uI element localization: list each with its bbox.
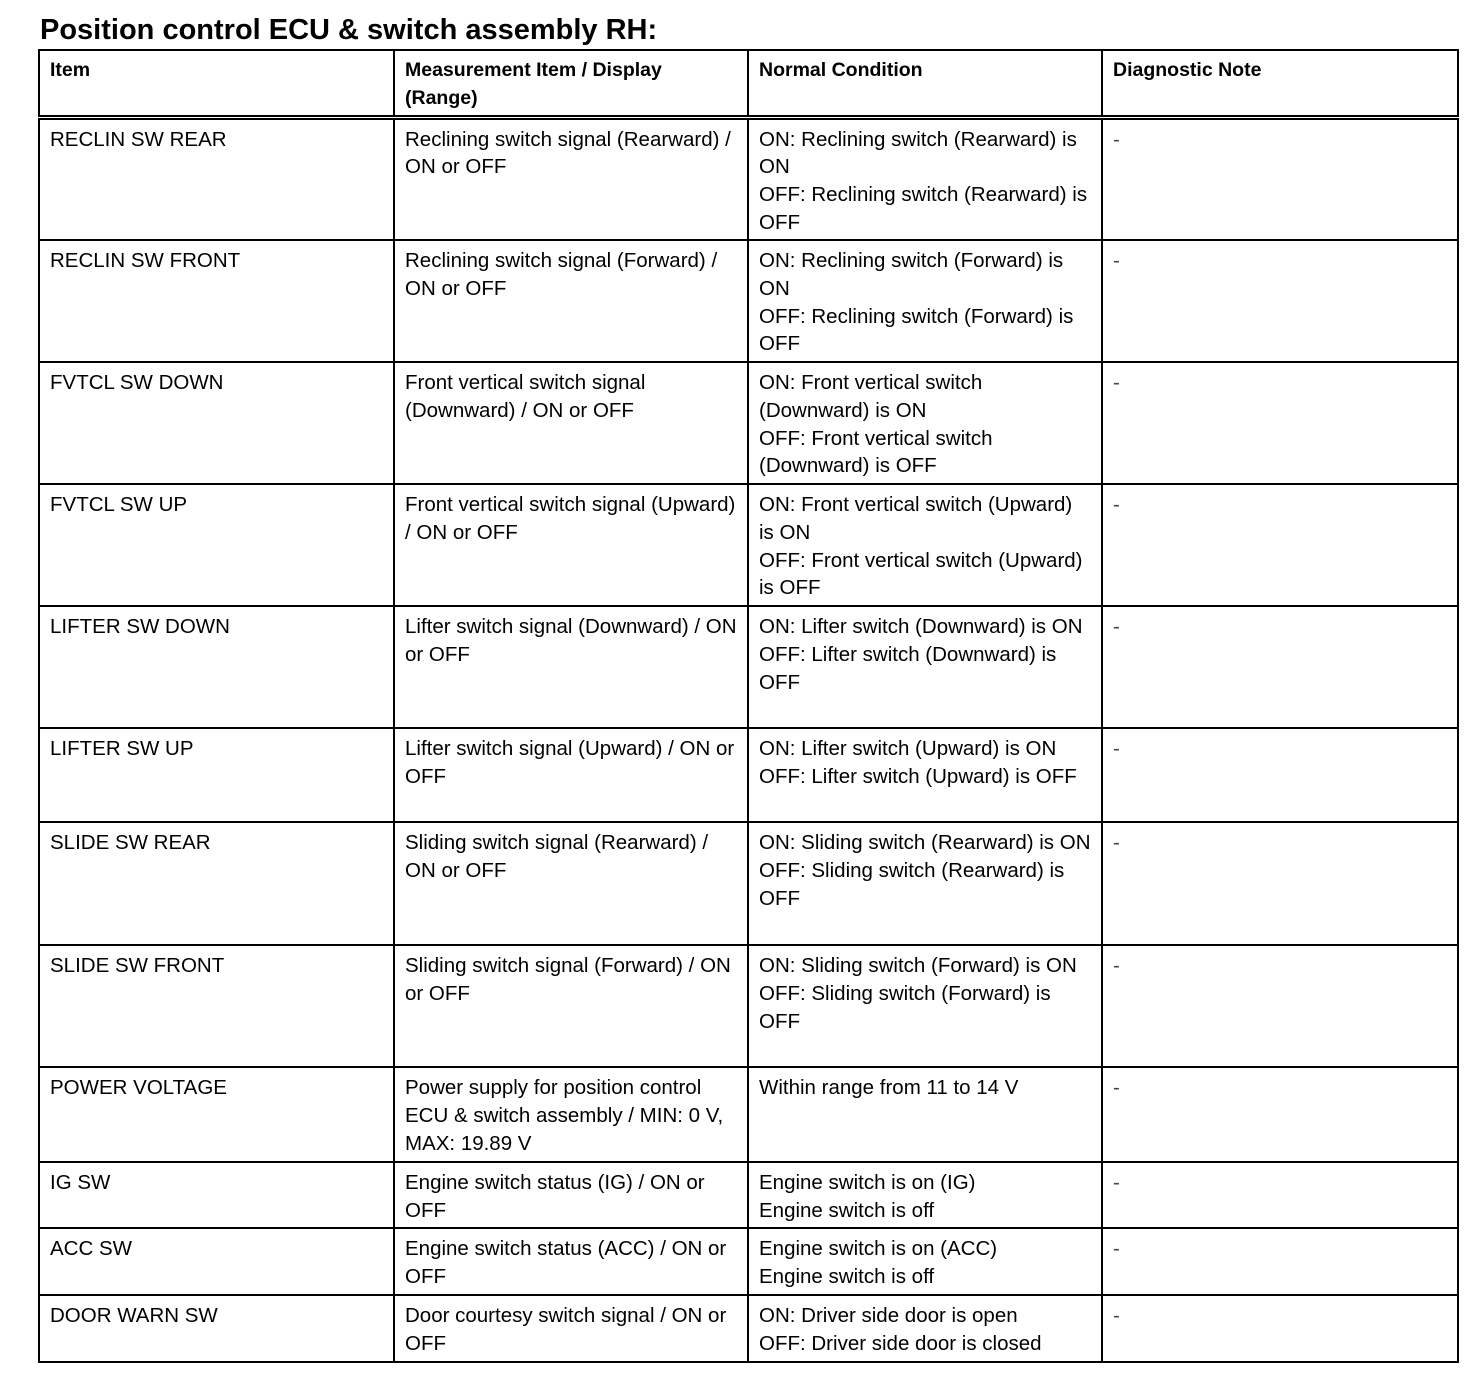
cell-measurement: Engine switch status (IG) / ON or OFF xyxy=(394,1162,748,1228)
header-diagnostic-note: Diagnostic Note xyxy=(1102,50,1458,117)
cell-normal-condition xyxy=(748,240,1102,362)
cell-measurement: Front vertical switch signal (Downward) / ON or OFF xyxy=(394,362,748,484)
cell-item: IG SW xyxy=(39,1162,394,1228)
condition-line: OFF: Sliding switch (Forward) is OFF xyxy=(759,981,1051,1033)
page-title: Position control ECU & switch assembly RH: xyxy=(40,14,658,46)
cell-item: ACC SW xyxy=(39,1228,394,1295)
condition-line: ON: Lifter switch (Downward) is ON xyxy=(759,615,1083,638)
cell-measurement: Reclining switch signal (Forward) / ON or OFF xyxy=(394,240,748,362)
table-row xyxy=(39,117,1458,240)
cell-measurement: Lifter switch signal (Downward) / ON or OFF xyxy=(394,606,748,728)
cell-normal-condition xyxy=(748,1295,1102,1362)
cell-measurement: Power supply for position control ECU & switch assembly / MIN: 0 V, MAX: 19.89 V xyxy=(394,1067,748,1162)
table-row xyxy=(39,606,1458,728)
cell-measurement: Lifter switch signal (Upward) / ON or OFF xyxy=(394,728,748,822)
condition-line: ON: Lifter switch (Upward) is ON xyxy=(759,737,1057,760)
condition-line: ON: Front vertical switch (Upward) is ON xyxy=(759,493,1073,544)
cell-item: POWER VOLTAGE xyxy=(39,1067,394,1162)
condition-line: Engine switch is on (ACC) xyxy=(759,1237,998,1260)
condition-line: OFF: Driver side door is closed xyxy=(759,1331,1042,1355)
table-row xyxy=(39,1067,1458,1162)
table-row xyxy=(39,240,1458,362)
table-body xyxy=(39,117,1458,1362)
condition-line: OFF: Lifter switch (Downward) is OFF xyxy=(759,642,1057,694)
cell-item: FVTCL SW UP xyxy=(39,484,394,606)
cell-diagnostic-note: - xyxy=(1102,484,1458,606)
cell-diagnostic-note: - xyxy=(1102,606,1458,728)
table-row xyxy=(39,1162,1458,1228)
condition-line: Engine switch is on (IG) xyxy=(759,1171,976,1194)
cell-normal-condition xyxy=(748,362,1102,484)
condition-line: ON: Driver side door is open xyxy=(759,1304,1018,1327)
header-normal-condition: Normal Condition xyxy=(748,50,1102,117)
condition-line: Engine switch is off xyxy=(759,1198,935,1222)
table-row xyxy=(39,1295,1458,1362)
cell-item: SLIDE SW FRONT xyxy=(39,945,394,1067)
table-row xyxy=(39,822,1458,945)
condition-line: ON: Front vertical switch (Downward) is ON xyxy=(759,371,983,422)
cell-item: SLIDE SW REAR xyxy=(39,822,394,945)
table-row xyxy=(39,362,1458,484)
cell-normal-condition xyxy=(748,117,1102,240)
condition-line: OFF: Sliding switch (Rearward) is OFF xyxy=(759,858,1065,910)
condition-line: OFF: Front vertical switch (Upward) is OFF xyxy=(759,548,1083,600)
condition-line: ON: Reclining switch (Rearward) is ON xyxy=(759,127,1077,179)
cell-diagnostic-note: - xyxy=(1102,728,1458,822)
cell-normal-condition xyxy=(748,945,1102,1067)
cell-diagnostic-note: - xyxy=(1102,362,1458,484)
cell-measurement: Sliding switch signal (Forward) / ON or OFF xyxy=(394,945,748,1067)
header-item: Item xyxy=(39,50,394,117)
table-row xyxy=(39,945,1458,1067)
cell-normal-condition xyxy=(748,1162,1102,1228)
table-header-row xyxy=(39,50,1458,117)
header-measurement: Measurement Item / Display (Range) xyxy=(394,50,748,117)
cell-normal-condition xyxy=(748,822,1102,945)
cell-diagnostic-note: - xyxy=(1102,1228,1458,1295)
cell-diagnostic-note: - xyxy=(1102,822,1458,945)
condition-line: ON: Sliding switch (Rearward) is ON xyxy=(759,831,1091,854)
cell-diagnostic-note: - xyxy=(1102,240,1458,362)
data-list-table xyxy=(38,49,1459,1363)
cell-measurement: Front vertical switch signal (Upward) / ON or OFF xyxy=(394,484,748,606)
cell-measurement: Engine switch status (ACC) / ON or OFF xyxy=(394,1228,748,1295)
cell-item: LIFTER SW UP xyxy=(39,728,394,822)
condition-line: OFF: Reclining switch (Forward) is OFF xyxy=(759,304,1074,356)
cell-normal-condition xyxy=(748,484,1102,606)
cell-measurement: Sliding switch signal (Rearward) / ON or OFF xyxy=(394,822,748,945)
cell-item: RECLIN SW REAR xyxy=(39,117,394,240)
condition-line: ON: Reclining switch (Forward) is ON xyxy=(759,249,1064,300)
cell-diagnostic-note: - xyxy=(1102,1162,1458,1228)
cell-measurement: Reclining switch signal (Rearward) / ON or OFF xyxy=(394,117,748,240)
cell-item: LIFTER SW DOWN xyxy=(39,606,394,728)
cell-diagnostic-note: - xyxy=(1102,117,1458,240)
cell-normal-condition xyxy=(748,1067,1102,1162)
cell-normal-condition xyxy=(748,728,1102,822)
cell-item: DOOR WARN SW xyxy=(39,1295,394,1362)
table-row xyxy=(39,1228,1458,1295)
cell-normal-condition xyxy=(748,1228,1102,1295)
condition-line: Within range from 11 to 14 V xyxy=(759,1076,1019,1099)
condition-line: OFF: Lifter switch (Upward) is OFF xyxy=(759,764,1077,788)
cell-diagnostic-note: - xyxy=(1102,1295,1458,1362)
cell-diagnostic-note: - xyxy=(1102,1067,1458,1162)
condition-line: OFF: Front vertical switch (Downward) is OFF xyxy=(759,426,993,478)
condition-line: Engine switch is off xyxy=(759,1264,935,1288)
cell-measurement: Door courtesy switch signal / ON or OFF xyxy=(394,1295,748,1362)
table-row xyxy=(39,728,1458,822)
condition-line: OFF: Reclining switch (Rearward) is OFF xyxy=(759,183,1088,234)
cell-diagnostic-note: - xyxy=(1102,945,1458,1067)
table-row xyxy=(39,484,1458,606)
condition-line: ON: Sliding switch (Forward) is ON xyxy=(759,954,1077,977)
cell-normal-condition xyxy=(748,606,1102,728)
cell-item: RECLIN SW FRONT xyxy=(39,240,394,362)
cell-item: FVTCL SW DOWN xyxy=(39,362,394,484)
